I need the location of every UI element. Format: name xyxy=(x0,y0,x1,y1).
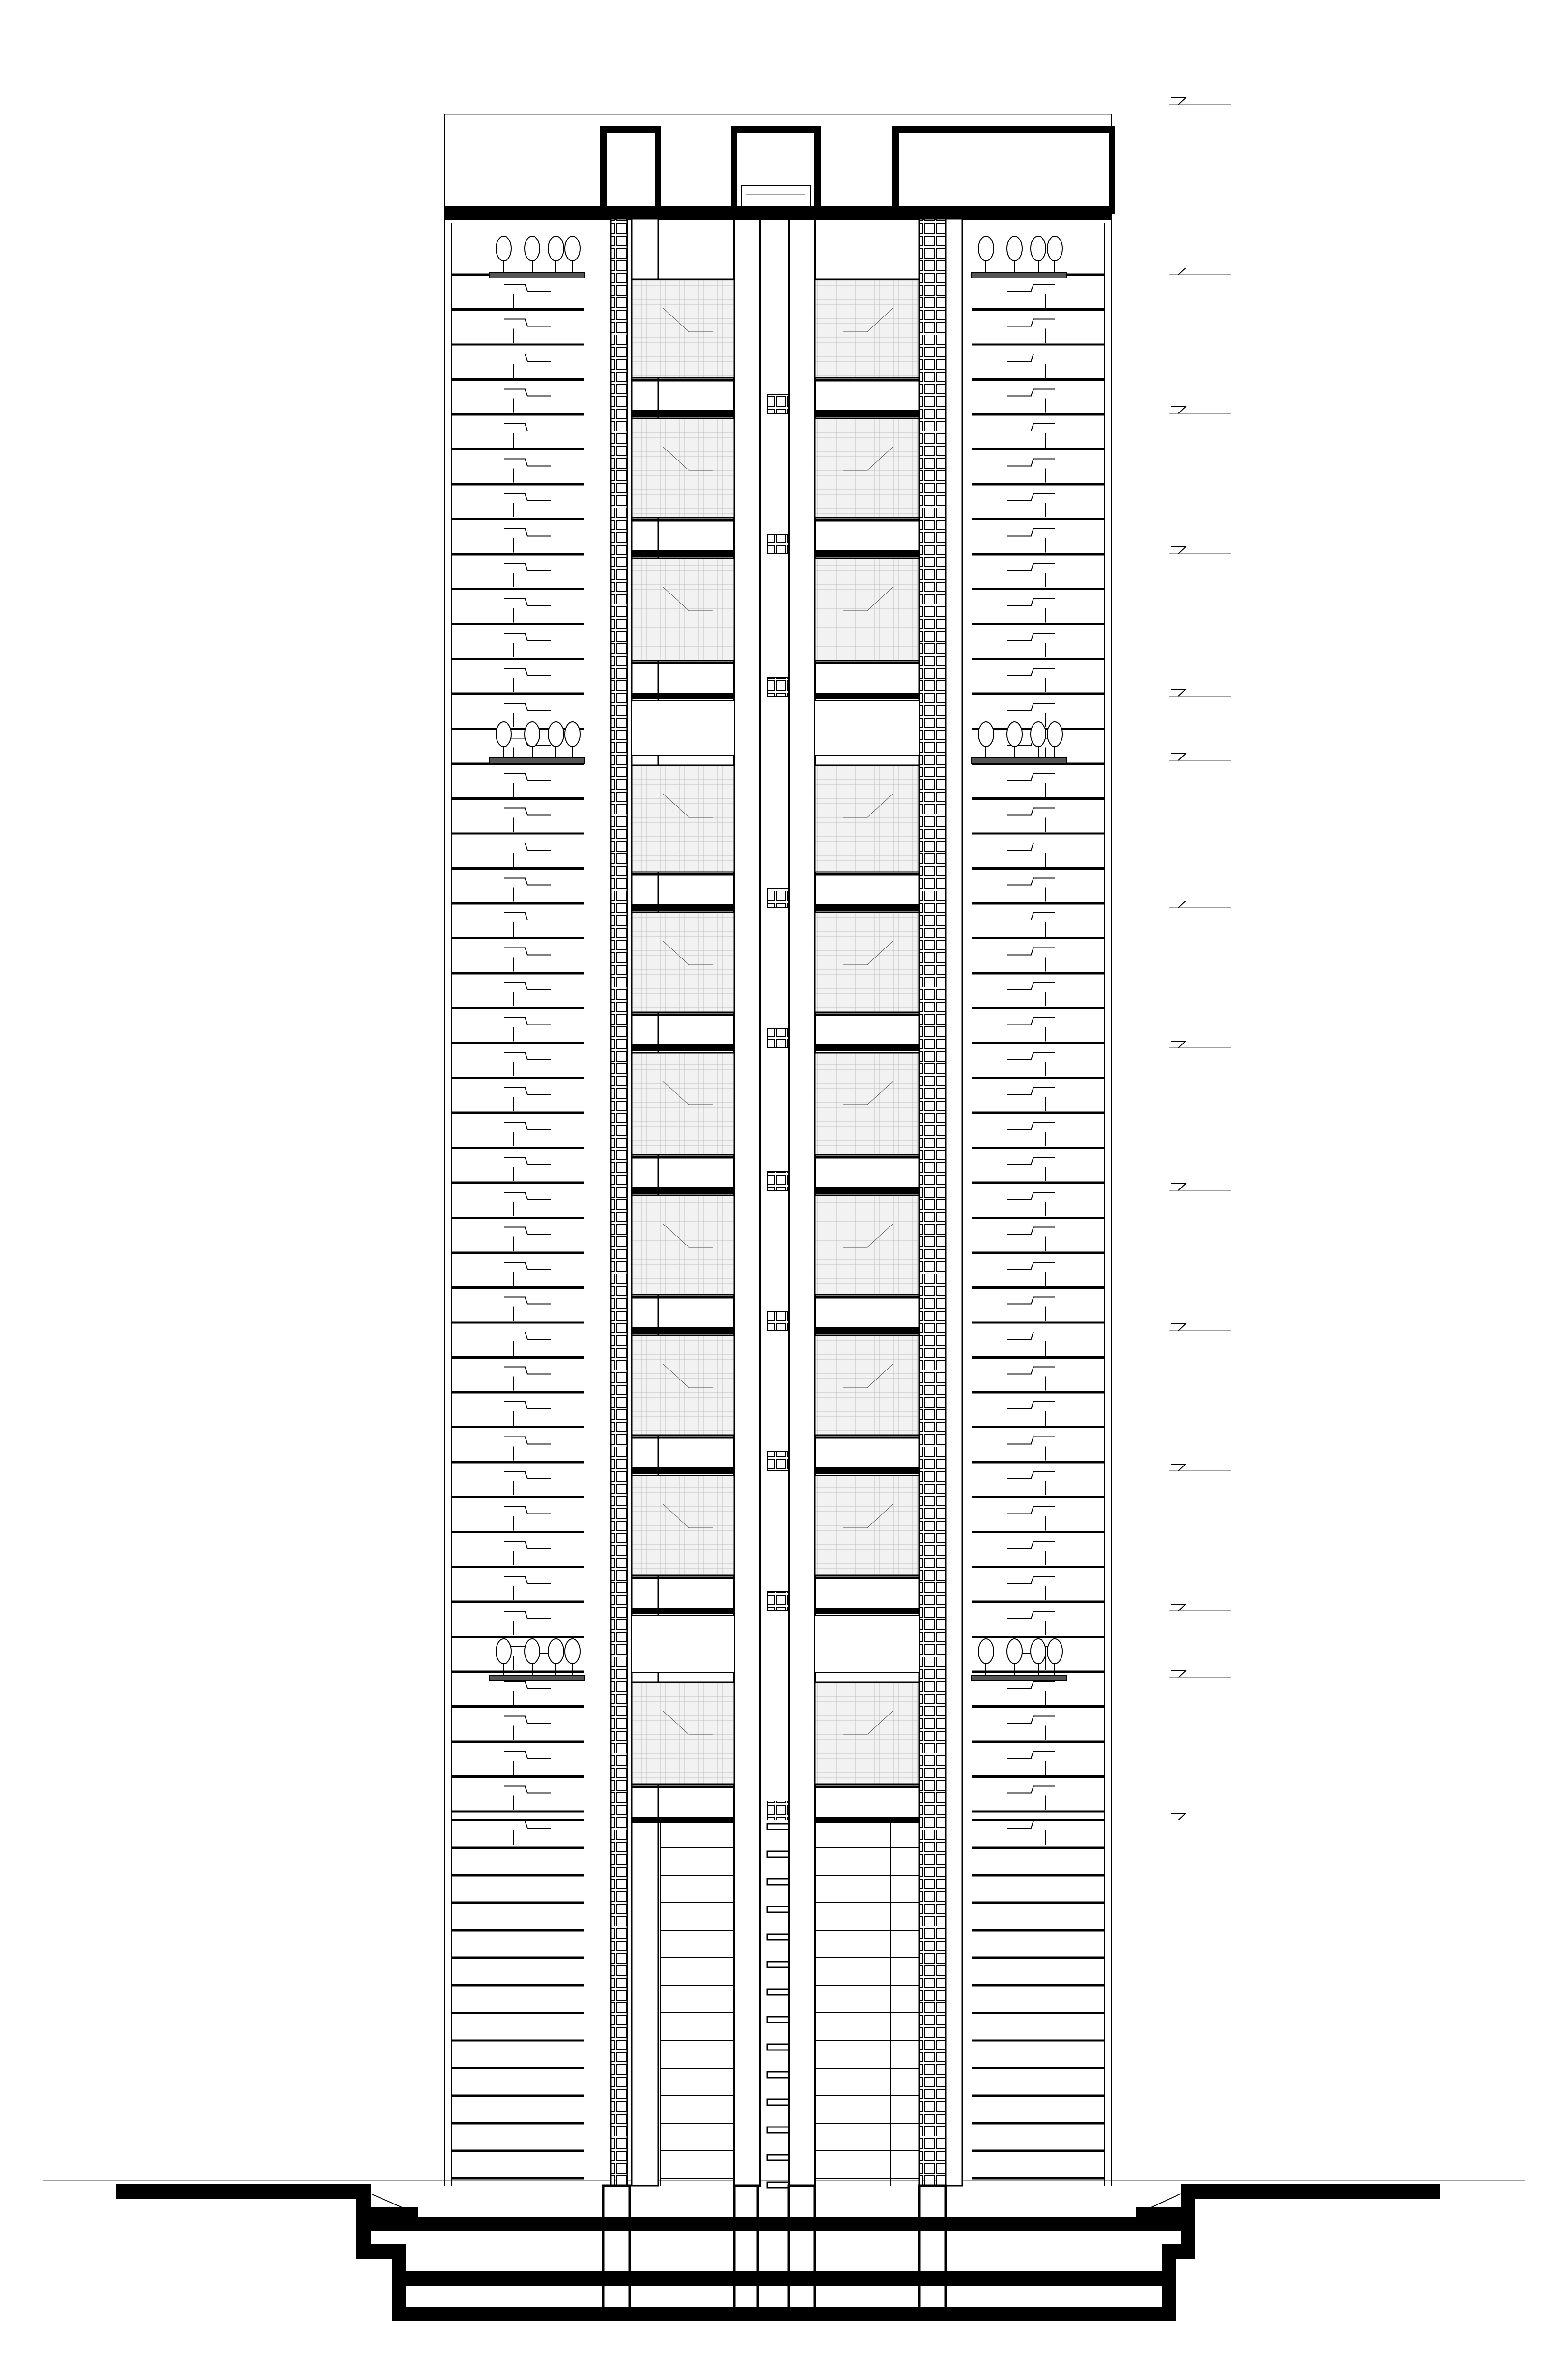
elevator-landing xyxy=(767,394,789,413)
unit-block-left xyxy=(632,418,734,518)
unit-block-left xyxy=(632,912,734,1012)
level-marker-icon xyxy=(1171,1184,1186,1190)
tree-canopy xyxy=(525,236,540,261)
unit-block-right xyxy=(815,1475,919,1575)
stair-step-left xyxy=(504,808,551,815)
unit-block-right xyxy=(815,558,919,661)
level-marker-icon xyxy=(1171,754,1186,760)
stair-step-right xyxy=(1007,1053,1055,1060)
unit-block-right xyxy=(815,279,919,378)
stair-step-right xyxy=(1007,1367,1055,1374)
unit-block-right xyxy=(815,1335,919,1435)
level-markers xyxy=(1169,98,1231,1820)
unit-block-left xyxy=(632,765,734,872)
level-marker-icon xyxy=(1171,1041,1186,1048)
tree-canopy xyxy=(496,722,511,747)
stair-step-right xyxy=(1007,1332,1055,1339)
planter xyxy=(972,758,1067,764)
stair-step-right xyxy=(1007,1716,1055,1724)
unit-block-left xyxy=(632,1682,734,1784)
level-marker-icon xyxy=(1171,1464,1186,1471)
unit-block-left xyxy=(632,1475,734,1575)
unit-block-right xyxy=(815,1195,919,1295)
stair-step-left xyxy=(504,1192,551,1199)
stair-step-left xyxy=(504,424,551,431)
stair-step-right xyxy=(1007,1227,1055,1235)
stair-step-left xyxy=(504,1821,551,1828)
stair-step-left xyxy=(504,564,551,571)
stair-step-right xyxy=(1007,669,1055,676)
stair-step-left xyxy=(504,1577,551,1584)
level-marker-icon xyxy=(1171,1324,1186,1331)
stair-step-left xyxy=(504,1227,551,1235)
stair-step-left xyxy=(504,773,551,780)
ladder-rung xyxy=(767,1989,789,1995)
tree-canopy xyxy=(548,236,564,261)
stair-step-right xyxy=(1007,1262,1055,1269)
tree-canopy xyxy=(1007,722,1022,747)
elevator-landing xyxy=(767,1312,789,1331)
planter xyxy=(972,1675,1067,1681)
tree-canopy xyxy=(496,236,511,261)
stair-step-right xyxy=(1007,1507,1055,1514)
stair-step-right xyxy=(1007,1786,1055,1793)
unit-block-left xyxy=(632,279,734,378)
basement-foundation xyxy=(116,2186,1440,2314)
ladder-rung xyxy=(767,1824,789,1830)
stair-step-left xyxy=(504,1122,551,1130)
stair-step-left xyxy=(504,669,551,676)
ladder-rung xyxy=(767,2155,789,2160)
tree-canopy xyxy=(1007,236,1022,261)
ladder-rung xyxy=(767,2044,789,2050)
stair-step-right xyxy=(1007,1542,1055,1549)
tree-canopy xyxy=(565,722,580,747)
stair-step-left xyxy=(504,703,551,710)
stair-step-right xyxy=(1007,878,1055,885)
stair-step-left xyxy=(504,494,551,501)
tree-canopy xyxy=(525,722,540,747)
roof-mechanical-level xyxy=(444,129,1112,213)
stair-step-left xyxy=(504,1262,551,1269)
transfer-floor-right xyxy=(815,1616,919,1673)
unit-block-right xyxy=(815,765,919,872)
tree-canopy xyxy=(978,236,994,261)
unit-block-left xyxy=(632,1335,734,1435)
ladder-rung xyxy=(767,1934,789,1940)
stair-step-right xyxy=(1007,1821,1055,1828)
elevator-shaft-left xyxy=(734,219,760,2186)
stair-step-right xyxy=(1007,808,1055,815)
stair-step-right xyxy=(1007,1577,1055,1584)
tree-canopy xyxy=(978,722,994,747)
stair-step-right xyxy=(1007,529,1055,536)
stair-step-right xyxy=(1007,633,1055,641)
tree-canopy xyxy=(978,1639,994,1664)
tree-canopy xyxy=(1047,236,1062,261)
transfer-floor-right xyxy=(815,701,919,756)
elevator-landing xyxy=(767,1029,789,1048)
stair-step-right xyxy=(1007,1018,1055,1025)
stair-step-left xyxy=(504,948,551,955)
stair-step-left xyxy=(504,1751,551,1758)
stair-step-right xyxy=(1007,983,1055,990)
stair-step-left xyxy=(504,284,551,291)
elevator-landing xyxy=(767,535,789,554)
ladder-rung xyxy=(767,2072,789,2078)
stair-step-left xyxy=(504,389,551,396)
stair-step-right xyxy=(1007,1158,1055,1165)
core-wall-left-0 xyxy=(611,219,627,2186)
elevator-landing xyxy=(767,1801,789,1820)
level-marker-icon xyxy=(1171,690,1186,696)
level-marker-icon xyxy=(1171,1813,1186,1820)
ladder-rung xyxy=(767,1907,789,1912)
tree-canopy xyxy=(1047,1639,1062,1664)
stair-step-right xyxy=(1007,843,1055,850)
planter xyxy=(489,758,584,764)
stair-step-left xyxy=(504,1332,551,1339)
stair-step-right xyxy=(1007,424,1055,431)
stair-step-right xyxy=(1007,1611,1055,1619)
level-marker-icon xyxy=(1171,98,1186,105)
stair-step-right xyxy=(1007,1122,1055,1130)
stair-step-left xyxy=(504,843,551,850)
stair-step-left xyxy=(504,1472,551,1479)
stair-step-right xyxy=(1007,773,1055,780)
planter xyxy=(489,1675,584,1681)
level-marker-icon xyxy=(1171,1604,1186,1611)
ladder-rung xyxy=(767,1851,789,1857)
stair-step-left xyxy=(504,529,551,536)
stair-step-right xyxy=(1007,1192,1055,1199)
stair-step-left xyxy=(504,1018,551,1025)
tree-canopy xyxy=(548,1639,564,1664)
tree-canopy xyxy=(496,1639,511,1664)
ladder-rung xyxy=(767,2099,789,2105)
planter xyxy=(972,272,1067,278)
elevator-landing xyxy=(767,1592,789,1611)
ladder-rung xyxy=(767,1962,789,1967)
tree-canopy xyxy=(565,1639,580,1664)
stair-step-right xyxy=(1007,1088,1055,1095)
stair-step-right xyxy=(1007,459,1055,466)
stair-step-left xyxy=(504,1053,551,1060)
unit-block-right xyxy=(815,1053,919,1155)
stair-step-right xyxy=(1007,948,1055,955)
ladder-rung xyxy=(767,2017,789,2022)
unit-block-right xyxy=(815,912,919,1012)
stair-step-left xyxy=(504,354,551,361)
stair-step-left xyxy=(504,913,551,920)
stair-step-right xyxy=(1007,599,1055,606)
stair-step-left xyxy=(504,1542,551,1549)
stair-step-left xyxy=(504,1786,551,1793)
tree-canopy xyxy=(1031,236,1046,261)
unit-block-right xyxy=(815,418,919,518)
level-marker-icon xyxy=(1171,268,1186,275)
stair-step-left xyxy=(504,633,551,641)
stair-step-left xyxy=(504,599,551,606)
unit-block-right xyxy=(815,1682,919,1784)
tree-canopy xyxy=(1007,1639,1022,1664)
stair-step-right xyxy=(1007,319,1055,326)
core-wall-right xyxy=(919,219,946,2186)
elevator-shaft-right xyxy=(789,219,815,2186)
transfer-floor-left xyxy=(632,1616,734,1673)
level-marker-icon xyxy=(1171,547,1186,554)
stair-step-left xyxy=(504,319,551,326)
ladder-rung xyxy=(767,1879,789,1885)
stair-step-right xyxy=(1007,1472,1055,1479)
tree-canopy xyxy=(548,722,564,747)
stair-step-left xyxy=(504,459,551,466)
stair-step-left xyxy=(504,1681,551,1688)
stair-step-right xyxy=(1007,494,1055,501)
stair-step-left xyxy=(504,1297,551,1304)
stair-step-left xyxy=(504,1507,551,1514)
stair-step-right xyxy=(1007,1751,1055,1758)
stair-step-right xyxy=(1007,1297,1055,1304)
transfer-floor-left xyxy=(632,701,734,756)
stair-step-right xyxy=(1007,1681,1055,1688)
stair-step-right xyxy=(1007,913,1055,920)
elevator-landing xyxy=(767,1452,789,1471)
tree-canopy xyxy=(565,236,580,261)
elevator-landing xyxy=(767,889,789,908)
ladder-rung xyxy=(767,2127,789,2133)
unit-block-left xyxy=(632,1053,734,1155)
stair-step-right xyxy=(1007,354,1055,361)
tree-canopy xyxy=(1047,722,1062,747)
stair-step-left xyxy=(504,1158,551,1165)
level-marker-icon xyxy=(1171,407,1186,413)
tree-canopy xyxy=(1031,722,1046,747)
level-marker-icon xyxy=(1171,1671,1186,1677)
stair-step-left xyxy=(504,1716,551,1724)
floor-slabs xyxy=(451,275,1105,2188)
ladder-rung xyxy=(767,2182,789,2188)
tree-canopy xyxy=(1031,1639,1046,1664)
elevator-landing xyxy=(767,1171,789,1190)
elevator-landing xyxy=(767,677,789,696)
level-marker-icon xyxy=(1171,901,1186,908)
unit-block-left xyxy=(632,1195,734,1295)
planter xyxy=(489,272,584,278)
stair-step-left xyxy=(504,878,551,885)
stair-step-right xyxy=(1007,1437,1055,1444)
stair-step-right xyxy=(1007,703,1055,710)
unit-block-left xyxy=(632,558,734,661)
core-wall-right-inner xyxy=(946,219,962,2186)
tree-canopy xyxy=(525,1639,540,1664)
stair-step-right xyxy=(1007,564,1055,571)
stair-step-right xyxy=(1007,284,1055,291)
stair-step-right xyxy=(1007,389,1055,396)
stair-step-left xyxy=(504,1367,551,1374)
stair-step-left xyxy=(504,1088,551,1095)
stair-step-left xyxy=(504,1402,551,1409)
stair-step-left xyxy=(504,1437,551,1444)
stair-step-left xyxy=(504,983,551,990)
stair-step-right xyxy=(1007,1402,1055,1409)
stair-step-left xyxy=(504,1611,551,1619)
